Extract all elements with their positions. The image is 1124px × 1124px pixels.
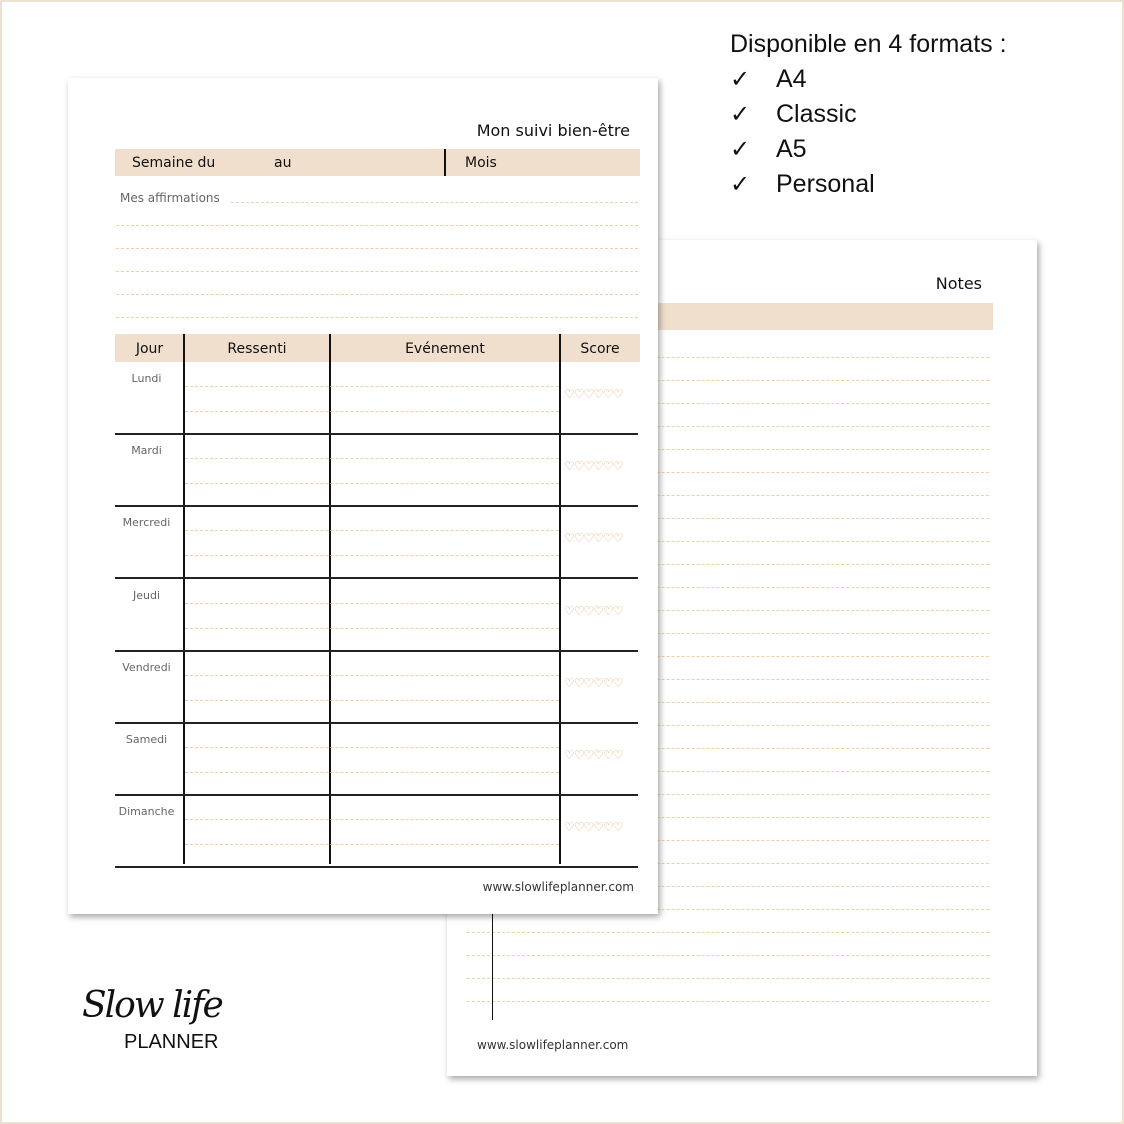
row-divider [115,866,638,868]
note-line [467,932,989,933]
row-line [185,530,559,531]
check-icon: ✓ [730,171,751,198]
affirmation-line [231,202,638,203]
row-line [185,700,559,701]
check-icon: ✓ [730,101,751,128]
note-line [467,978,989,979]
note-line [467,1001,989,1002]
row-divider [115,577,638,579]
row-line [185,458,559,459]
check-icon: ✓ [730,136,751,163]
score-hearts: ♡♡♡♡♡♡ [564,531,623,546]
day-label: Mercredi [122,516,171,530]
day-label: Jeudi [132,588,161,602]
score-hearts: ♡♡♡♡♡♡ [564,603,623,618]
affirmation-line [116,294,638,295]
column-divider [183,334,185,864]
wellbeing-url: www.slowlifeplanner.com [482,880,634,894]
format-label: Personal [776,170,875,198]
score-hearts: ♡♡♡♡♡♡ [564,387,623,401]
formats-title: Disponible en 4 formats : [730,30,1007,58]
column-header: Jour [135,341,164,357]
format-item [730,167,1007,202]
row-line [185,555,559,556]
row-line [185,386,559,387]
week-label: Semaine du [132,155,216,171]
format-label: A5 [776,135,807,163]
day-label: Mardi [131,444,162,458]
row-line [185,819,559,820]
format-label: A4 [776,65,807,93]
day-label: Vendredi [122,660,171,674]
affirmations-label: Mes affirmations [120,191,220,205]
column-header: Evénement [405,341,485,357]
day-label: Lundi [131,372,162,385]
row-divider [115,650,638,652]
score-hearts: ♡♡♡♡♡♡ [564,748,623,762]
affirmation-line [116,225,638,226]
score-hearts: ♡♡♡♡♡♡ [564,820,623,835]
row-line [185,603,559,604]
row-divider [115,433,638,435]
affirmation-line [116,271,638,272]
row-line [185,483,559,484]
row-line [185,747,559,748]
format-item [730,132,1007,167]
week-band [115,149,640,176]
column-header: Ressenti [227,341,287,357]
format-item [730,62,1007,97]
row-divider [115,722,638,724]
affirmation-line [116,317,638,318]
check-icon: ✓ [730,66,751,93]
day-label: Dimanche [118,805,175,819]
score-hearts: ♡♡♡♡♡♡ [564,675,623,690]
format-label: Classic [776,100,857,128]
row-divider [115,794,638,796]
notes-title: Notes [935,274,982,293]
wellbeing-title: Mon suivi bien-être [476,121,630,140]
logo-sub: PLANNER [124,1031,219,1053]
note-line [467,955,989,956]
slow-life-logo [82,985,262,1060]
notes-url: www.slowlifeplanner.com [477,1038,629,1052]
column-divider [329,334,331,864]
day-label: Samedi [125,733,168,746]
band-divider [444,149,446,176]
score-hearts: ♡♡♡♡♡♡ [564,459,623,474]
row-line [185,772,559,773]
affirmation-line [116,248,638,249]
row-line [185,844,559,845]
to-label: au [274,155,292,171]
column-header: Score [580,341,620,357]
month-label: Mois [465,155,497,171]
wellbeing-page [68,78,658,914]
formats-list [730,30,1007,202]
logo-script: Slow life [82,985,222,1026]
row-line [185,675,559,676]
row-divider [115,505,638,507]
format-item [730,97,1007,132]
row-line [185,411,559,412]
column-divider [559,334,561,864]
row-line [185,628,559,629]
